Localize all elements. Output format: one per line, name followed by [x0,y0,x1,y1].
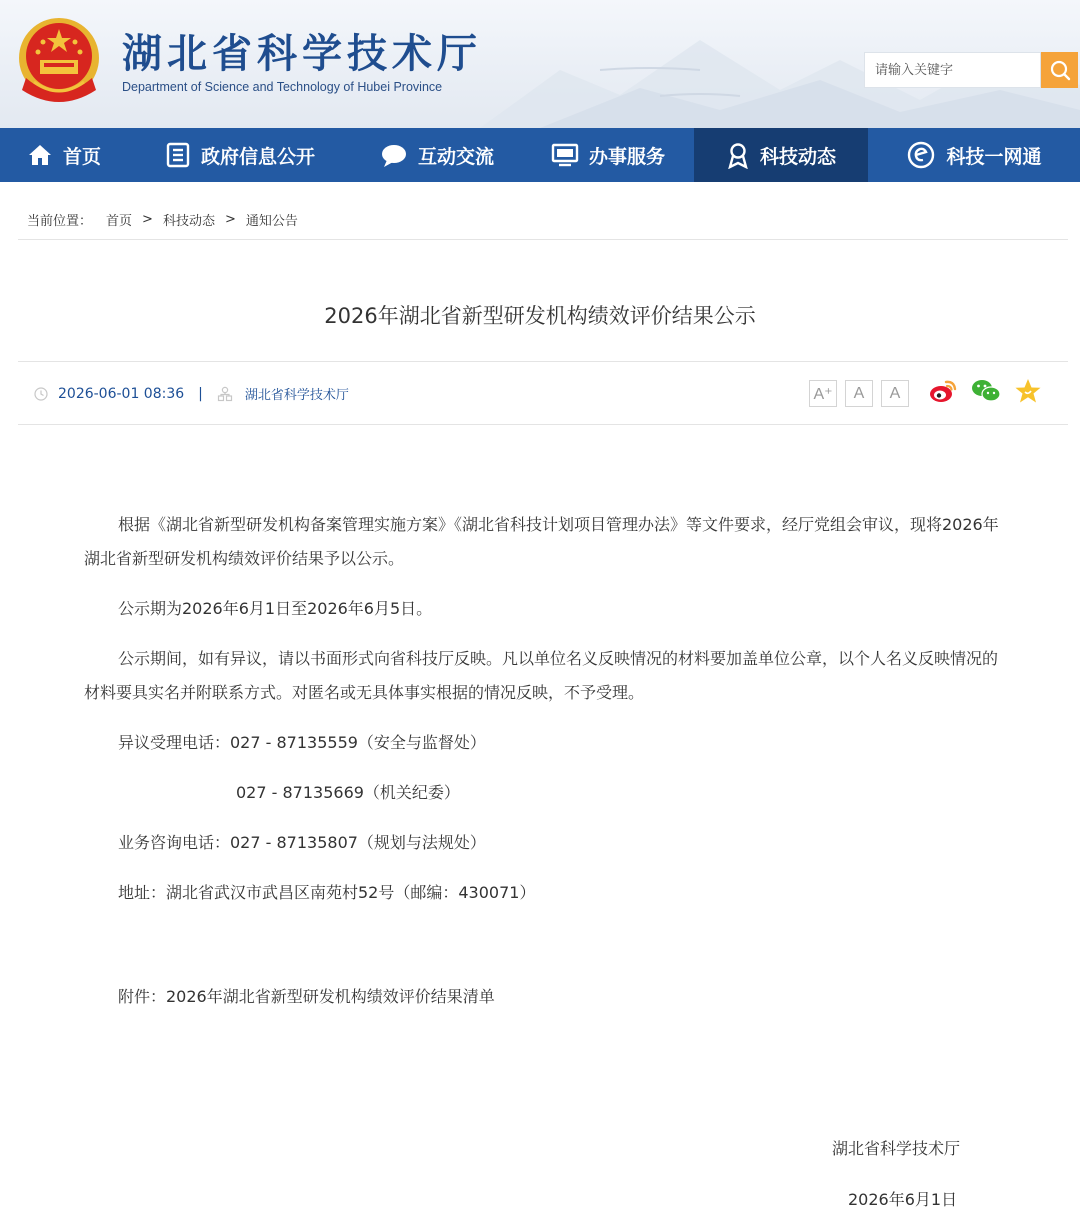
nav-item-tech-news[interactable] [694,128,868,182]
nav-item-gov-info[interactable] [128,128,352,182]
source-org-icon [217,386,233,402]
clock-icon [34,387,48,401]
breadcrumb-separator: > [224,212,236,227]
font-size-small-button[interactable]: A [881,380,909,407]
attachment-link[interactable]: 附件：2026年湖北省新型研发机构绩效评价结果清单 [118,987,495,1006]
site-title: 湖北省科学技术厅 [122,30,482,77]
article-source: 湖北省科学技术厅 [244,388,349,403]
paragraph: 公示期间，如有异议，请以书面形式向省科技厅反映。凡以单位名义反映情况的材料要加盖单位公章，以个人名义反映情况的材料要具实名并附联系方式。对匿名或无具体事实根据的情况反映，不予受理。 [84,649,999,702]
wechat-icon [971,378,1001,404]
breadcrumb-prefix: 当前位置： [27,214,93,229]
paragraph: 公示期为2026年6月1日至2026年6月5日。 [118,599,433,618]
nav-label: 政府信息公开 [200,145,315,168]
address: 地址：湖北省武汉市武昌区南苑村52号（邮编：430071） [118,883,536,902]
font-size-large-button[interactable]: A⁺ [809,380,837,407]
nav-label: 科技一网通 [946,145,1042,168]
share-bar [928,378,1055,404]
national-emblem-icon [16,16,102,108]
breadcrumb-separator: > [142,212,153,227]
publish-datetime: 2026-06-01 08:36 [58,385,185,402]
favorite-button[interactable] [1014,378,1042,404]
site-subtitle: Department of Science and Technology of Hubei Province [122,80,443,94]
e-circle-icon [906,140,936,170]
search-input[interactable] [864,52,1041,88]
nav-item-tech-portal[interactable] [868,128,1080,182]
font-size-medium-button[interactable]: A [845,380,873,407]
article-body [84,508,1004,926]
paragraph: 根据《湖北省新型研发机构备案管理实施方案》《湖北省科技计划项目管理办法》等文件要求，经厅党组会审议，现将2026年湖北省新型研发机构绩效评价结果予以公示。 [84,515,999,568]
nav-item-interaction[interactable] [352,128,522,182]
star-icon [1014,378,1042,404]
site-header [0,0,1080,128]
search-icon [1049,59,1071,81]
nav-item-services[interactable] [522,128,694,182]
breadcrumb-notices[interactable]: 通知公告 [245,214,298,229]
document-list-icon [165,142,191,168]
nav-label: 办事服务 [588,145,665,168]
weibo-share-button[interactable] [928,378,958,404]
search-button[interactable] [1041,52,1078,88]
breadcrumb [27,210,298,229]
objection-phone-2: 027 - 87135669（机关纪委） [236,783,460,802]
sign-date: 2026年6月1日 [848,1190,958,1209]
divider [18,424,1068,425]
weibo-icon [928,378,958,404]
breadcrumb-tech-news[interactable]: 科技动态 [162,214,215,229]
divider [18,239,1068,240]
wechat-share-button[interactable] [971,378,1001,404]
search-box [864,52,1078,88]
consult-phone: 业务咨询电话：027 - 87135807（规划与法规处） [118,833,486,852]
award-icon [726,141,750,169]
signature: 湖北省科学技术厅 [832,1139,961,1158]
article-meta [34,384,349,403]
nav-label: 科技动态 [759,145,836,168]
monitor-icon [551,143,579,167]
nav-item-home[interactable] [0,128,128,182]
breadcrumb-home[interactable]: 首页 [106,214,133,229]
nav-label: 互动交流 [417,145,494,168]
nav-label: 首页 [62,145,101,168]
chat-bubble-icon [380,142,408,168]
home-icon [27,143,53,167]
meta-separator: | [198,385,203,402]
main-nav [0,128,1080,182]
article-title: 2026年湖北省新型研发机构绩效评价结果公示 [324,304,756,328]
objection-phone-1: 异议受理电话：027 - 87135559（安全与监督处） [118,733,486,752]
font-size-controls [809,380,917,407]
divider [18,361,1068,362]
